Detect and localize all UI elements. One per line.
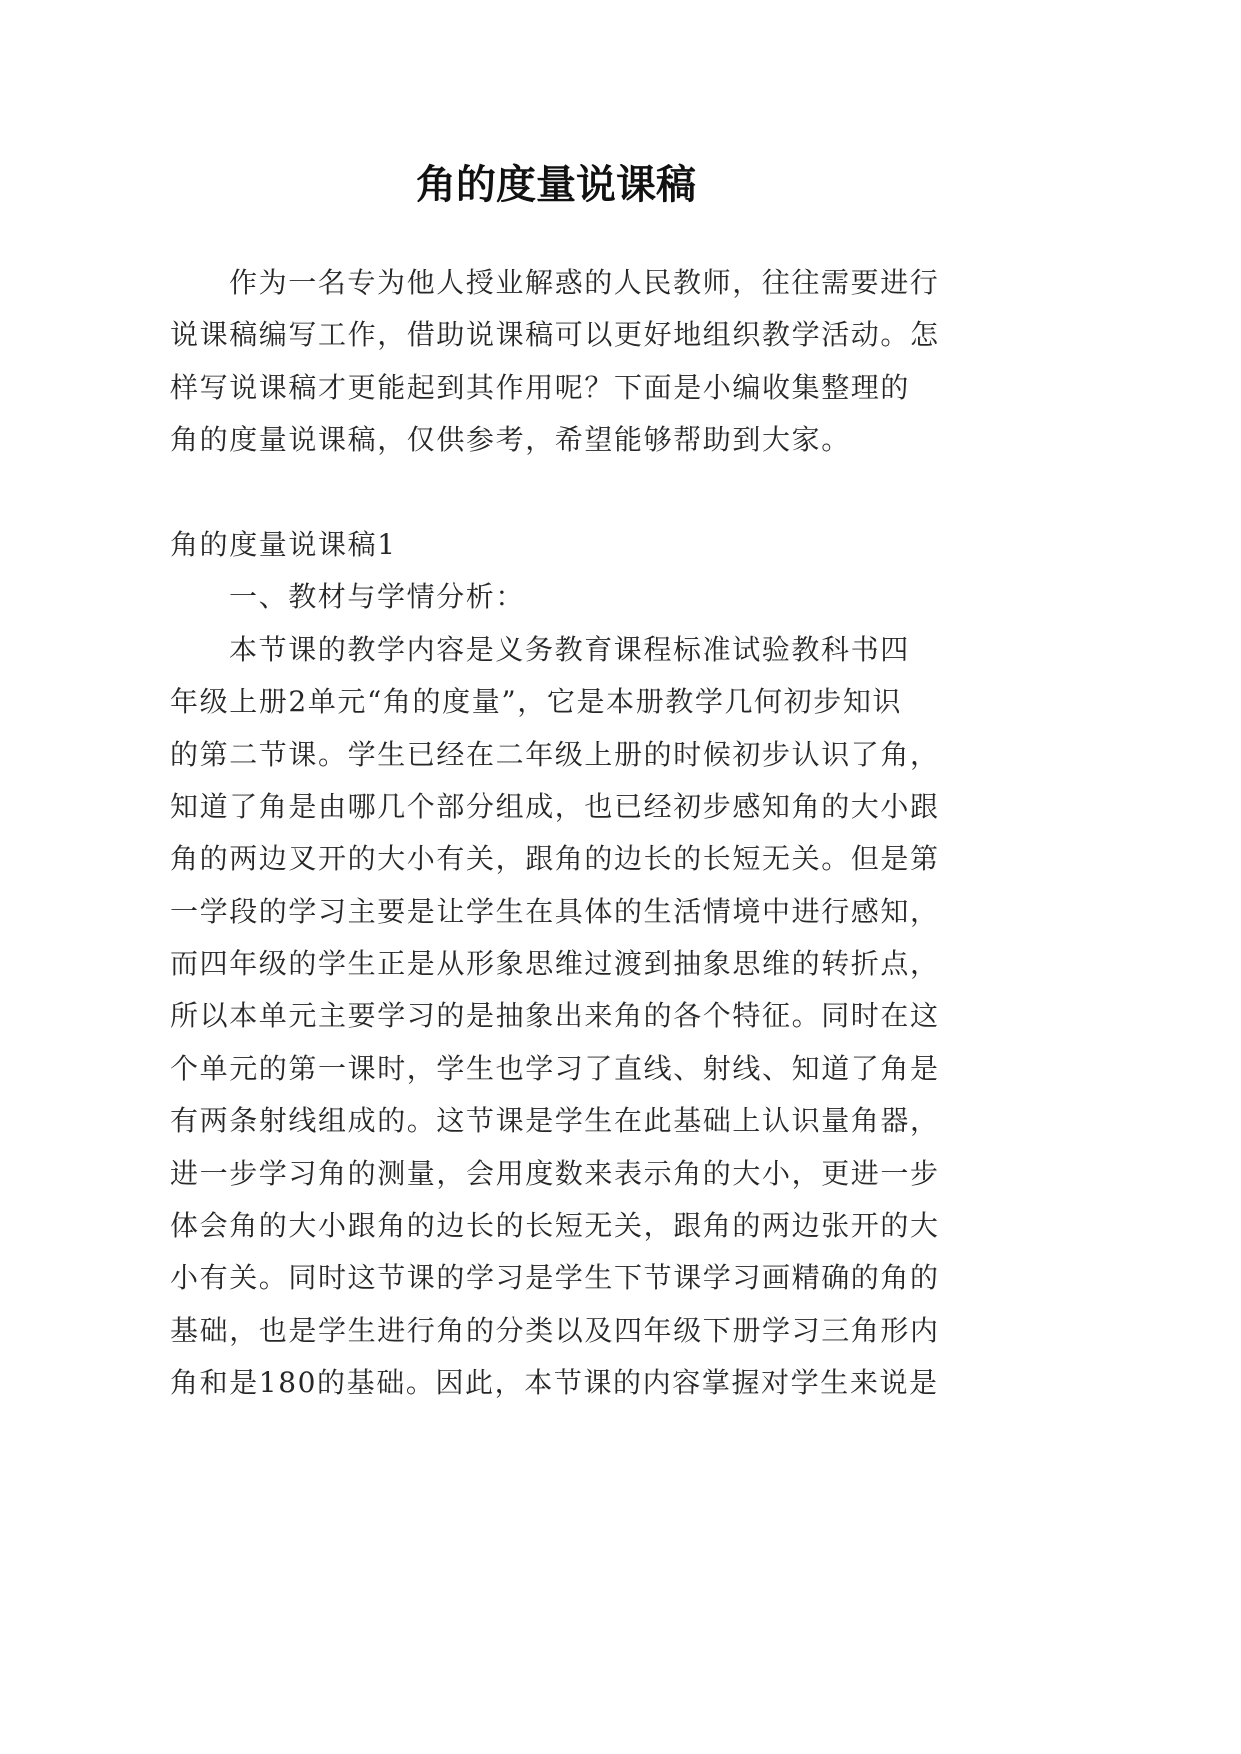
paragraph-line: 角的度量说课稿，仅供参考，希望能够帮助到大家。: [170, 423, 851, 457]
paragraph-spacer: [170, 467, 942, 519]
paragraph-line: 角和是180的基础。因此，本节课的内容掌握对学生来说是: [170, 1366, 939, 1400]
paragraph-line: 而四年级的学生正是从形象思维过渡到抽象思维的转折点，: [170, 947, 940, 981]
paragraph-line: 基础，也是学生进行角的分类以及四年级下册学习三角形内: [170, 1313, 940, 1347]
document-body: [170, 257, 942, 1410]
paragraph-line: 有两条射线组成的。这节课是学生在此基础上认识量角器，: [170, 1104, 940, 1138]
paragraph-line: 年级上册2单元“角的度量”，它是本册教学几何初步知识: [170, 685, 903, 719]
paragraph-line: 本节课的教学内容是义务教育课程标准试验教科书四: [229, 632, 910, 666]
paragraph-line: 小有关。同时这节课的学习是学生下节课学习画精确的角的: [170, 1261, 940, 1295]
subsection-heading: 一、教材与学情分析：: [229, 580, 526, 614]
paragraph-line: 知道了角是由哪几个部分组成，也已经初步感知角的大小跟: [170, 789, 940, 823]
paragraph-line: 一学段的学习主要是让学生在具体的生活情境中进行感知，: [170, 894, 940, 928]
paragraph-line: 体会角的大小跟角的边长的长短无关，跟角的两边张开的大: [170, 1209, 940, 1243]
paragraph-line: 个单元的第一课时，学生也学习了直线、射线、知道了角是: [170, 1051, 940, 1085]
paragraph-line: 作为一名专为他人授业解惑的人民教师，往往需要进行: [229, 266, 940, 299]
section-heading: 角的度量说课稿1: [170, 527, 397, 561]
paragraph-line: 说课稿编写工作，借助说课稿可以更好地组织教学活动。怎: [170, 318, 940, 352]
paragraph-line: 的第二节课。学生已经在二年级上册的时候初步认识了角，: [170, 737, 940, 771]
paragraph-line: 样写说课稿才更能起到其作用呢？下面是小编收集整理的: [170, 370, 911, 404]
paragraph-line: 进一步学习角的测量，会用度数来表示角的大小，更进一步: [170, 1156, 940, 1190]
paragraph-line: 角的两边叉开的大小有关，跟角的边长的长短无关。但是第: [170, 842, 940, 876]
section-paragraph: [170, 624, 942, 1410]
document-title: 角的度量说课稿: [416, 161, 696, 208]
paragraph-line: 所以本单元主要学习的是抽象出来角的各个特征。同时在这: [170, 999, 940, 1033]
intro-paragraph: [170, 257, 942, 467]
